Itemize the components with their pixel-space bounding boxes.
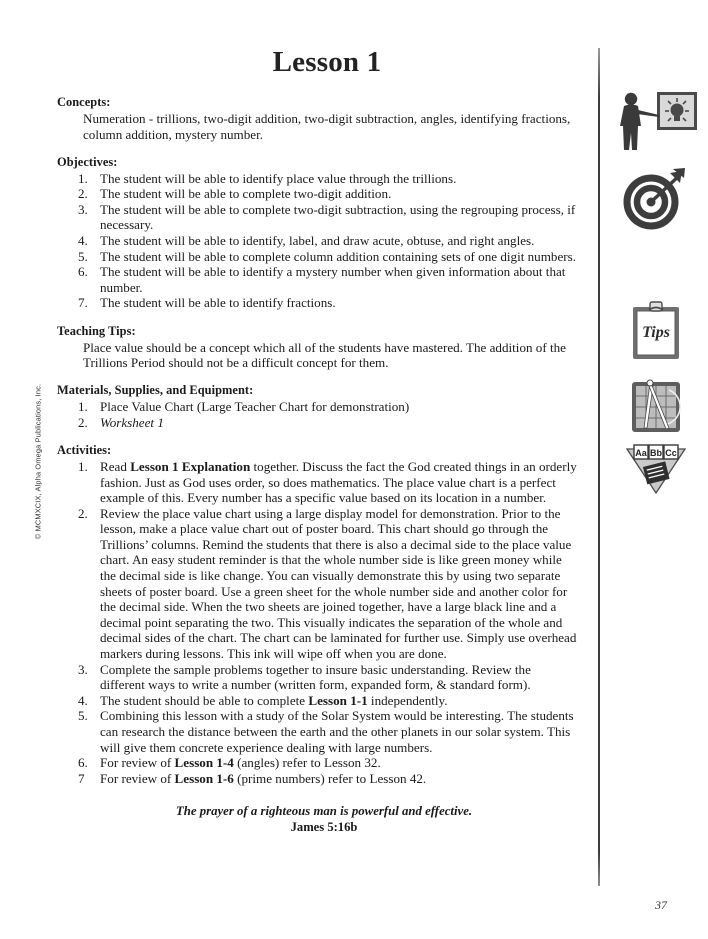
section-activities xyxy=(57,443,577,786)
list-item-number: 6. xyxy=(78,755,88,771)
activity-item xyxy=(57,459,577,506)
objectives-heading: Objectives: xyxy=(57,154,118,169)
activity-item xyxy=(57,662,577,693)
list-item-number: 4. xyxy=(78,233,88,249)
compass-grid-icon xyxy=(604,378,708,438)
list-item-text: The student will be able to identify place value through the trillions. xyxy=(100,170,457,186)
list-item-text: Read Lesson 1 Explanation together. Discuss the fact the God created things in an orderly fashion. Just as God uses order, so does mathematics. The place value chart is a perfect example of this. Every number has a specific value based on its location in a number. xyxy=(100,458,577,506)
list-item-number: 2. xyxy=(78,414,88,430)
list-item-number: 4. xyxy=(78,692,88,708)
objective-item xyxy=(57,186,577,202)
list-item-text: Place Value Chart (Large Teacher Chart for demonstration) xyxy=(100,399,410,415)
section-materials xyxy=(57,383,577,430)
list-item-number: 7 xyxy=(78,770,85,786)
list-item-text: The student should be able to complete Lesson 1-1 independently. xyxy=(100,692,448,708)
list-item-text: For review of Lesson 1-4 (angles) refer to Lesson 32. xyxy=(100,755,381,771)
objectives-list xyxy=(57,171,577,311)
tips-clipboard-icon xyxy=(604,299,708,361)
objective-item xyxy=(57,202,577,233)
closing-verse xyxy=(57,803,577,835)
target-arrow-icon xyxy=(604,168,708,230)
list-item-number: 7. xyxy=(78,295,88,311)
list-item-number: 5. xyxy=(78,708,88,724)
objective-item xyxy=(57,233,577,249)
list-item-number: 3. xyxy=(78,661,88,677)
copyright-notice: © MCMXCIX, Alpha Omega Publications, Inc. xyxy=(33,383,43,540)
activity-item xyxy=(57,693,577,709)
svg-text:Bb: Bb xyxy=(650,448,662,458)
materials-heading: Materials, Supplies, and Equipment: xyxy=(57,383,254,398)
activity-item xyxy=(57,708,577,755)
section-concepts xyxy=(57,95,577,142)
activities-list xyxy=(57,459,577,786)
list-item-number: 3. xyxy=(78,201,88,217)
alphabet-blocks-icon xyxy=(604,441,708,499)
list-item-number: 1. xyxy=(78,399,88,415)
teacher-lightbulb-icon xyxy=(604,90,708,156)
concepts-body: Numeration - trillions, two-digit addition, two-digit subtraction, angles, identifying fractions, column addition, mystery number. xyxy=(83,111,571,142)
svg-text:Aa: Aa xyxy=(635,448,647,458)
activity-item xyxy=(57,771,577,787)
list-item-number: 1. xyxy=(78,170,88,186)
document-body xyxy=(57,46,577,835)
page-number: 37 xyxy=(655,898,667,912)
material-item xyxy=(57,415,577,431)
objective-item xyxy=(57,295,577,311)
list-item-text: Combining this lesson with a study of the Solar System would be interesting. The students can research the distance between the earth and the other planets in our solar system. This will give them concrete experience dealing with large numbers. xyxy=(100,708,574,755)
section-teaching-tips xyxy=(57,324,577,371)
list-item-number: 2. xyxy=(78,186,88,202)
list-item-text: Review the place value chart using a large display model for demonstration. Prior to the lesson, make a place value chart out of poster board. This chart should go through the Trillions’ columns. Remind the students that there is also a decimal side to the place value chart. An easy student reminder is that the whole number side is like green money while the decimal side is like change. You can visually demonstrate this by using two separate sheets of poster board. Use a green sheet for the whole number side and another color for the decimal side. When the two sheets are joined together, have a large black line and a decimal point separating the two. This visually indicates the separation of the whole and decimal sides of the chart. The chart can be laminated for further use. Simply use overhead markers during lessons. This ink will wipe off when you are done. xyxy=(100,505,577,662)
list-item-text: The student will be able to identify, label, and draw acute, obtuse, and right angles. xyxy=(100,233,535,249)
list-item-text: Complete the sample problems together to insure basic understanding. Review the different ways to write a number (written form, expanded form, & standard form). xyxy=(100,661,531,693)
emphasis-text: Lesson 1 Explanation xyxy=(130,458,251,474)
list-item-text: The student will be able to complete two-digit subtraction, using the regrouping process, if necessary. xyxy=(100,201,576,233)
activity-item xyxy=(57,755,577,771)
concepts-heading: Concepts: xyxy=(57,95,111,109)
emphasis-text: Lesson 1-6 xyxy=(174,770,234,786)
list-item-text: The student will be able to identify fractions. xyxy=(100,295,336,311)
list-item-text: The student will be able to identify a mystery number when given information about that number. xyxy=(100,264,566,295)
list-item-text: The student will be able to complete column addition containing sets of one digit numbers. xyxy=(100,248,577,264)
emphasis-text: Lesson 1-1 xyxy=(308,692,368,708)
activity-item xyxy=(57,506,577,662)
list-item-number: 6. xyxy=(78,264,88,280)
teaching-tips-heading: Teaching Tips: xyxy=(57,323,136,338)
list-item-text: The student will be able to complete two-digit addition. xyxy=(100,186,392,202)
list-item-text: Worksheet 1 xyxy=(100,414,164,430)
materials-list xyxy=(57,399,577,430)
tips-clipboard-caption: Tips xyxy=(642,324,670,341)
vertical-divider-rule xyxy=(598,48,600,886)
list-item-text: For review of Lesson 1-6 (prime numbers) refer to Lesson 42. xyxy=(100,770,427,786)
objective-item xyxy=(57,249,577,265)
page-title: Lesson 1 xyxy=(272,46,382,78)
list-item-number: 1. xyxy=(78,458,88,474)
activities-heading: Activities: xyxy=(57,442,112,457)
list-item-number: 5. xyxy=(78,248,88,264)
objective-item xyxy=(57,264,577,295)
objective-item xyxy=(57,171,577,187)
emphasis-text: Lesson 1-4 xyxy=(174,755,234,771)
verse-reference: James 5:16b xyxy=(290,820,358,835)
teaching-tips-body: Place value should be a concept which all of the students have mastered. The addition of the Trillions Period should not be a difficult concept for them. xyxy=(83,339,566,371)
material-item xyxy=(57,399,577,415)
section-objectives xyxy=(57,155,577,311)
verse-text: The prayer of a righteous man is powerful and effective. xyxy=(175,804,473,819)
list-item-number: 2. xyxy=(78,505,88,521)
icon-rail xyxy=(604,46,708,886)
svg-text:Cc: Cc xyxy=(665,448,677,458)
